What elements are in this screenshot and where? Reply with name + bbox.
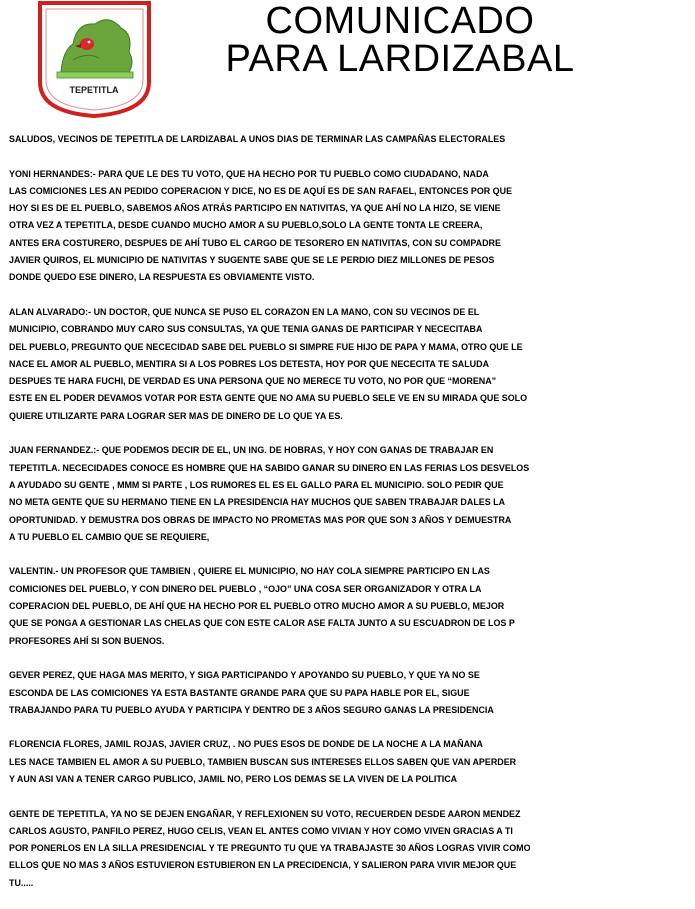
tepetitla-shield-logo bbox=[37, 0, 152, 118]
text-line: NO META GENTE QUE SU HERMANO TIENE EN LA PRESIDENCIA HAY MUCHOS QUE SABEN TRABAJAR DALES LA bbox=[9, 497, 506, 509]
paragraph bbox=[9, 667, 647, 719]
paragraph bbox=[9, 166, 647, 287]
text-line: ANTES ERA COSTURERO, DESPUES DE AHÍ TUBO EL CARGO DE TESORERO EN NATIVITAS, CON SU COMPADRE bbox=[9, 237, 501, 249]
text-line: PROFESORES AHÍ SI SON BUENOS. bbox=[9, 635, 165, 647]
paragraph bbox=[9, 131, 647, 148]
text-line: LES NACE TAMBIEN EL AMOR A SU PUEBLO, TAMBIEN BUSCAN SUS INTERESES ELLOS SABEN QUE VAN APERDER bbox=[9, 756, 517, 768]
paragraph bbox=[9, 304, 647, 425]
text-line: ESTE EN EL PODER DEVAMOS VOTAR POR ESTA GENTE QUE NO AMA SU PUEBLO SELE VE EN SU MIRADA QUE SOLO bbox=[9, 393, 528, 405]
document-body bbox=[9, 131, 647, 909]
text-line: COPERACION DEL PUEBLO, DE AHÍ QUE HA HECHO POR EL PUEBLO OTRO MUCHO AMOR A SU PUEBLO, MEJOR bbox=[9, 601, 505, 613]
title-line-1: COMUNICADO bbox=[265, 0, 535, 42]
text-line: Y AUN ASI VAN A TENER CARGO PUBLICO, JAMIL NO, PERO LOS DEMAS SE LA VIVEN DE LA POLITICA bbox=[9, 773, 458, 785]
text-line: COMICIONES DEL PUEBLO, Y CON DINERO DEL PUEBLO , “OJO” UNA COSA SER ORGANIZADOR Y OTRA LA bbox=[9, 583, 482, 595]
text-line: ESCONDA DE LAS COMICIONES YA ESTA BASTANTE GRANDE PARA QUE SU PAPA HABLE POR EL, SIGUE bbox=[9, 687, 470, 699]
text-line: DESPUES TE HARA FUCHI, DE VERDAD ES UNA PERSONA QUE NO MERECE TU VOTO, NO POR QUE “MORENA” bbox=[9, 376, 497, 388]
paragraph bbox=[9, 563, 647, 649]
title-line-2: PARA LARDIZABAL bbox=[225, 38, 575, 80]
text-line: QUIERE UTILIZARTE PARA LOGRAR SER MAS DE DINERO DE LO QUE YA ES. bbox=[9, 410, 343, 422]
page-title bbox=[190, 2, 610, 78]
text-line: CARLOS AGUSTO, PANFILO PEREZ, HUGO CELIS, VEAN EL ANTES COMO VIVIAN Y HOY COMO VIVEN GRACIAS A TI bbox=[9, 825, 513, 837]
text-line: A TU PUEBLO EL CAMBIO QUE SE REQUIERE, bbox=[9, 531, 210, 543]
text-line: DEL PUEBLO, PREGUNTO QUE NECECIDAD SABE DEL PUEBLO SI SIMPRE FUE HIJO DE PAPA Y MAMA, OTRO QUE LE bbox=[9, 341, 523, 353]
text-line: MUNICIPIO, COBRANDO MUY CARO SUS CONSULTAS, YA QUE TENIA GANAS DE PARTICIPAR Y NECECITABA bbox=[9, 324, 483, 336]
text-line: TRABAJANDO PARA TU PUEBLO AYUDA Y PARTICIPA Y DENTRO DE 3 AÑOS SEGURO GANAS LA PRESIDENCIA bbox=[9, 704, 494, 716]
text-line: NACE EL AMOR AL PUEBLO, MENTIRA SI A LOS POBRES LOS DETESTA, HOY POR QUE NECECITA TE SALUDA bbox=[9, 358, 490, 370]
text-line: GEVER PEREZ, QUE HAGA MAS MERITO, Y SIGA PARTICIPANDO Y APOYANDO SU PUEBLO, Y QUE YA NO SE bbox=[9, 670, 480, 682]
text-line: POR PONERLOS EN LA SILLA PRESIDENCIAL Y TE PREGUNTO TU QUE YA TRABAJASTE 30 AÑOS LOGRAS VIVIR COMO bbox=[9, 843, 531, 855]
shield-emblem-icon bbox=[37, 0, 152, 118]
paragraph bbox=[9, 442, 647, 546]
text-line: LAS COMICIONES LES AN PEDIDO COPERACION Y DICE, NO ES DE AQUÍ ES DE SAN RAFAEL, ENTONCES POR QUE bbox=[9, 185, 513, 197]
text-line: HOY SI ES DE EL PUEBLO, SABEMOS AÑOS ATRÁS PARTICIPO EN NATIVITAS, YA QUE AHÍ NO LA HIZO, SE VIENE bbox=[9, 203, 501, 215]
text-line: OTRA VEZ A TEPETITLA, DESDE CUANDO MUCHO AMOR A SU PUEBLO,SOLO LA GENTE TONTA LE CREERA, bbox=[9, 220, 483, 232]
text-line: ELLOS QUE NO MAS 3 AÑOS ESTUVIERON ESTUBIERON EN LA PRECIDENCIA, Y SALIERON PARA VIVIR MEJOR QUE bbox=[9, 860, 517, 872]
text-line: A AYUDADO SU GENTE , MMM SI PARTE , LOS RUMORES EL ES EL GALLO PARA EL MUNICIPIO. SOLO PEDIR QUE bbox=[9, 479, 504, 491]
text-line: GENTE DE TEPETITLA, YA NO SE DEJEN ENGAÑAR, Y REFLEXIONEN SU VOTO, RECUERDEN DESDE AARON MENDEZ bbox=[9, 808, 521, 820]
logo-text: TEPETITLA bbox=[69, 85, 119, 95]
text-line: QUE SE PONGA A GESTIONAR LAS CHELAS QUE CON ESTE CALOR ASE FALTA JUNTO A SU ESCUADRON DE LOS P bbox=[9, 618, 515, 630]
text-line: VALENTIN.- UN PROFESOR QUE TAMBIEN , QUIERE EL MUNICIPIO, NO HAY COLA SIEMPRE PARTICIPO EN LAS bbox=[9, 566, 490, 578]
text-line: DONDE QUEDO ESE DINERO, LA RESPUESTA ES OBVIAMENTE VISTO. bbox=[9, 272, 315, 284]
text-line: ALAN ALVARADO:- UN DOCTOR, QUE NUNCA SE PUSO EL CORAZON EN LA MANO, CON SU VECINOS DE EL bbox=[9, 306, 480, 318]
text-line: JAVIER QUIROS, EL MUNICIPIO DE NATIVITAS Y SUGENTE SABE QUE SE LE PERDIO DIEZ MILLONES DE PESOS bbox=[9, 255, 495, 267]
text-line: FLORENCIA FLORES, JAMIL ROJAS, JAVIER CRUZ, . NO PUES ESOS DE DONDE DE LA NOCHE A LA MAÑANA bbox=[9, 739, 483, 751]
text-line: SALUDOS, VECINOS DE TEPETITLA DE LARDIZABAL A UNOS DIAS DE TERMINAR LAS CAMPAÑAS ELECTORALES bbox=[9, 134, 506, 145]
text-line: JUAN FERNANDEZ.:- QUE PODEMOS DECIR DE EL, UN ING. DE HOBRAS, Y HOY CON GANAS DE TRABAJAR EN bbox=[9, 445, 494, 457]
paragraph bbox=[9, 806, 647, 892]
text-line: TEPETITLA. NECECIDADES CONOCE ES HOMBRE QUE HA SABIDO GANAR SU DINERO EN LAS FERIAS LOS DESVELOS bbox=[9, 462, 530, 474]
text-line: YONI HERNANDES:- PARA QUE LE DES TU VOTO, QUE HA HECHO POR TU PUEBLO COMO CIUDADANO, NADA bbox=[9, 168, 489, 180]
text-line: TU..... bbox=[9, 877, 34, 889]
text-line: OPORTUNIDAD. Y DEMUSTRA DOS OBRAS DE IMPACTO NO PROMETAS MAS POR QUE SON 3 AÑOS Y DEMUESTRA bbox=[9, 514, 512, 526]
paragraph bbox=[9, 736, 647, 788]
